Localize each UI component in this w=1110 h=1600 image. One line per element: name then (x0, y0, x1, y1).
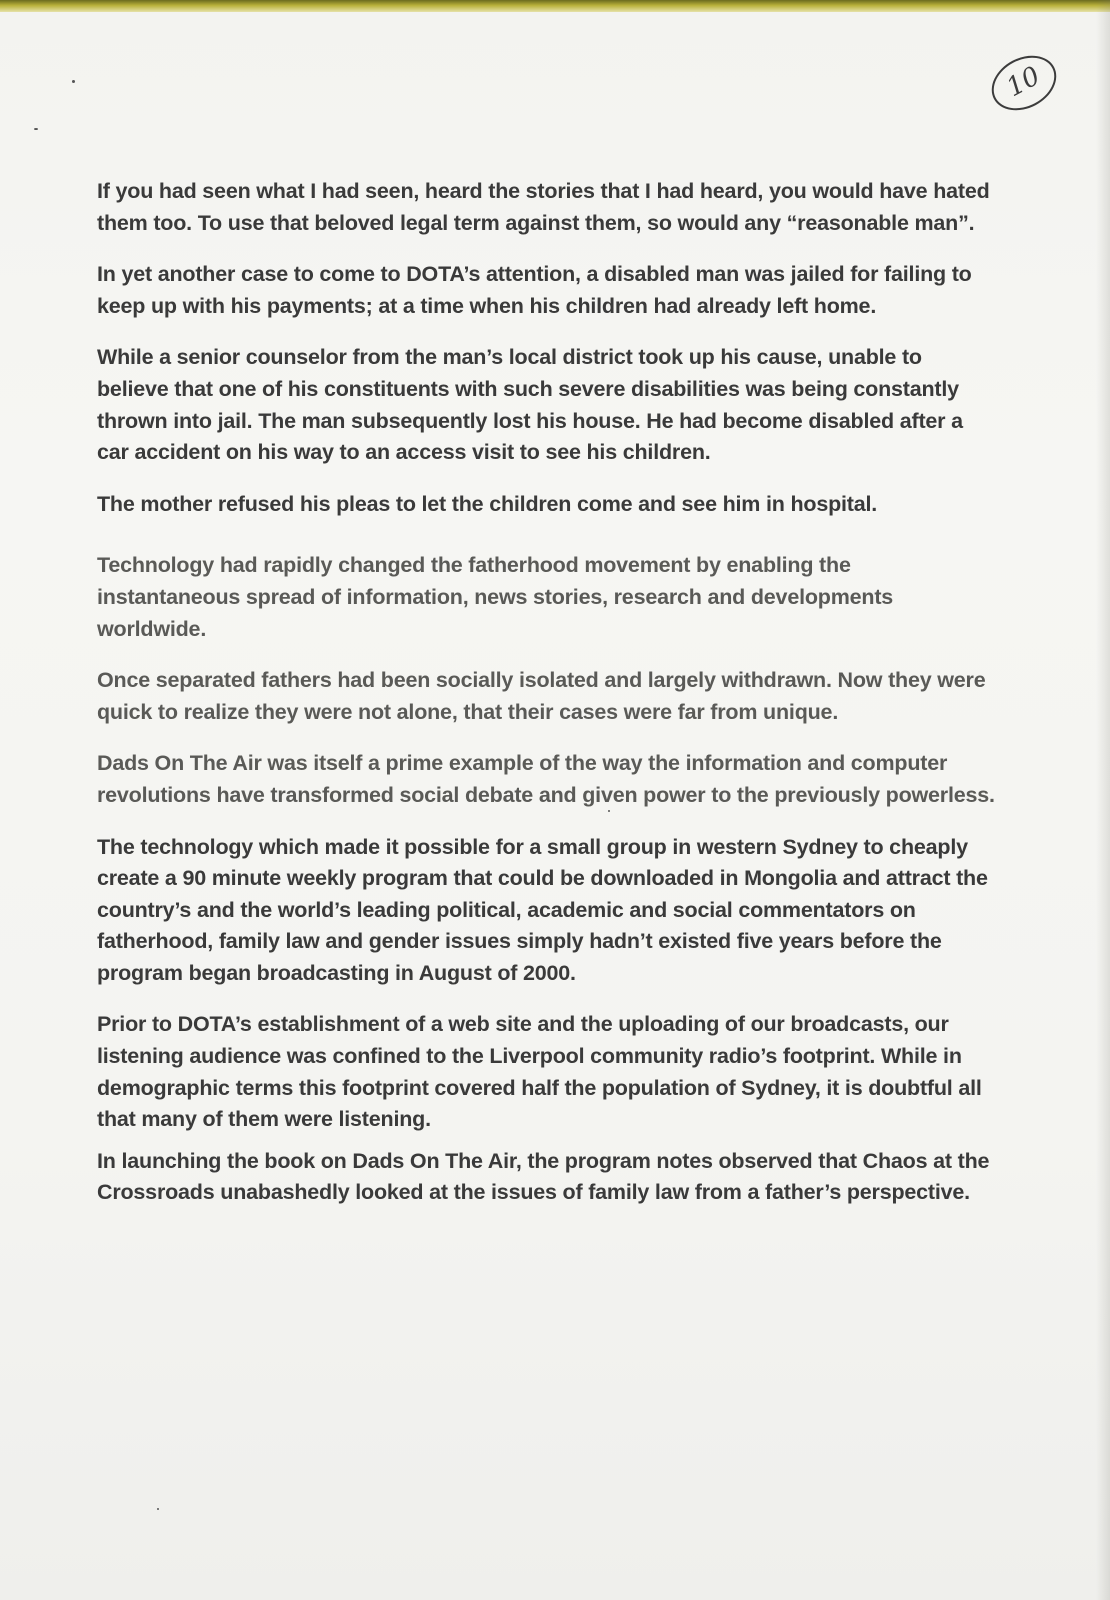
scan-speck (34, 128, 38, 130)
body-text (97, 176, 997, 1229)
page-right-edge-shadow (1096, 0, 1110, 1600)
paragraph-2: In yet another case to come to DOTA’s attention, a disabled man was jailed for failing to keep up with his payments; at a time when his children had already left home. (97, 262, 972, 318)
paragraph-9: Prior to DOTA’s establishment of a web site and the uploading of our broadcasts, our listening audience was confined to the Liverpool community radio’s footprint. While in demographic terms this footprint covered half the population of Sydney, it is doubtful all that many of them were listening. (97, 1012, 982, 1132)
page-top-edge (0, 0, 1110, 12)
scan-speck (157, 1508, 159, 1510)
paragraph-8: The technology which made it possible for a small group in western Sydney to cheaply create a 90 minute weekly program that could be downloaded in Mongolia and attract the country’s and the world’s leading political, academic and social commentators on fatherhood, family law and gender issues simply hadn’t existed five years before the program began broadcasting in August of 2000. (97, 834, 988, 985)
scan-speck (72, 80, 75, 83)
paragraph-3: While a senior counselor from the man’s local district took up his cause, unable to believe that one of his constituents with such severe disabilities was being constantly thrown into jail. The man subsequently lost his house. He had become disabled after a car accident on his way to an access visit to see his children. (97, 345, 963, 465)
paragraph-10: In launching the book on Dads On The Air, the program notes observed that Chaos at the Crossroads unabashedly looked at the issues of family law from a father’s perspective. (97, 1148, 990, 1205)
paragraph-6: Once separated fathers had been socially isolated and largely withdrawn. Now they were quick to realize they were not alone, that their cases were far from unique. (97, 668, 986, 724)
paragraph-4: The mother refused his pleas to let the children come and see him in hospital. (97, 491, 878, 516)
paragraph-7: Dads On The Air was itself a prime example of the way the information and computer revolutions have transformed social debate and given power to the previously powerless. (97, 751, 995, 807)
paragraph-1: If you had seen what I had seen, heard the stories that I had heard, you would have hated them too. To use that beloved legal term against them, so would any “reasonable man”. (97, 179, 990, 235)
handwritten-page-number: 10 (982, 45, 1066, 121)
paragraph-5: Technology had rapidly changed the fatherhood movement by enabling the instantaneous spread of information, news stories, research and developments worldwide. (97, 553, 894, 641)
